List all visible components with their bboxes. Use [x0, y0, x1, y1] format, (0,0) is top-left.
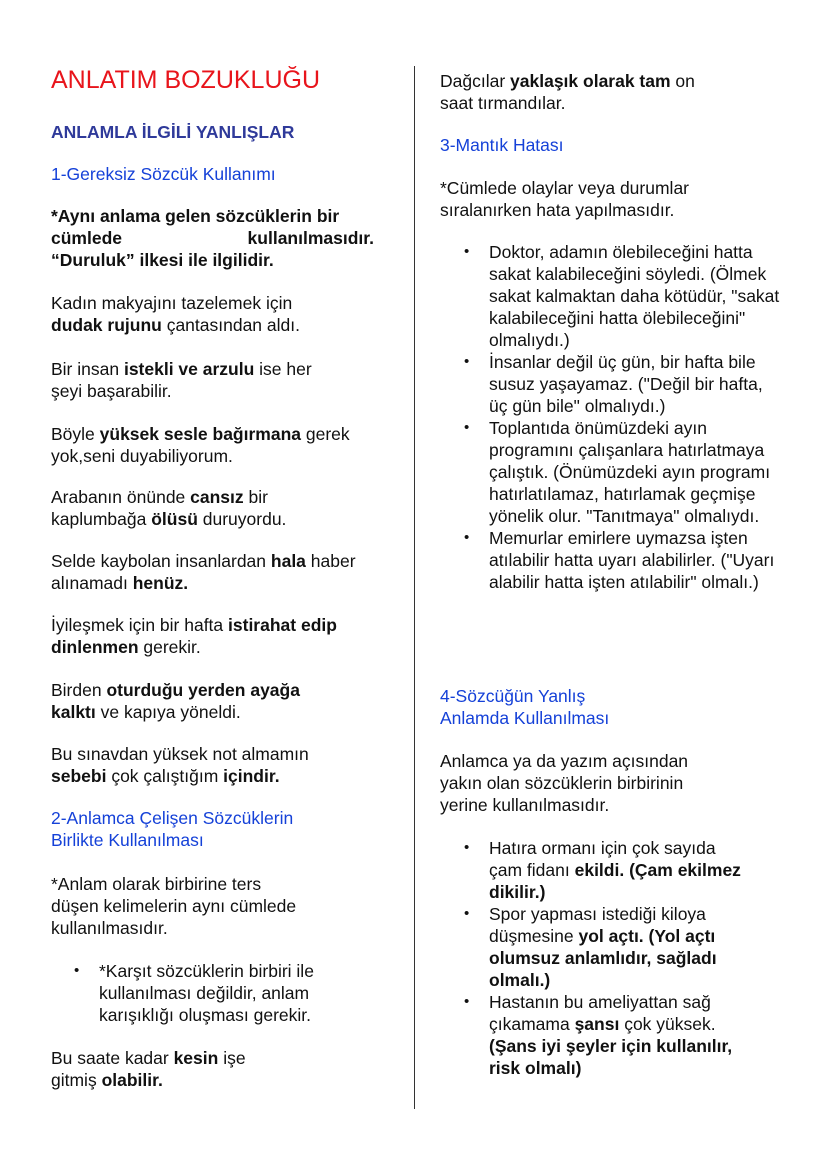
example-sentence [51, 550, 356, 594]
example-sentence [440, 70, 695, 114]
example-line [51, 1047, 246, 1069]
heading-line: Birlikte Kullanılması [51, 830, 204, 850]
definition-line: “Duruluk” ilkesi ile ilgilidir. [51, 250, 274, 270]
example-sentence [51, 358, 312, 402]
definition-mantik-hatasi [440, 177, 689, 221]
example-line [440, 70, 695, 92]
definition-word: kullanılmasıdır. [247, 228, 374, 248]
column-divider [414, 66, 415, 1109]
example-line [51, 679, 300, 701]
example-line [51, 636, 337, 658]
example-line [51, 314, 300, 336]
example-emphasis: sebebi [51, 766, 107, 786]
definition-line: kullanılmasıdır. [51, 918, 168, 938]
example-emphasis: istirahat edip [228, 615, 337, 635]
example-emphasis: oturduğu yerden ayağa [106, 680, 300, 700]
example-text: İyileşmek için bir hafta [51, 615, 229, 635]
definition-line: *Anlam olarak birbirine ters [51, 874, 262, 894]
example-text: ise her [254, 359, 312, 379]
example-text: Selde kaybolan insanlardan [51, 551, 271, 571]
example-sentence [51, 292, 300, 336]
example-line: Bu sınavdan yüksek not almamın [51, 744, 309, 764]
list-item: • Toplantıda önümüzdeki ayın programını çalışanlara hatırlatmaya çalıştık. (Önümüzdeki ayın programı hatırlatılamaz, hatırlamak geçmişe yönelik olur. "Tanıtmaya" olmalıydı. [440, 417, 780, 527]
example-sentence [51, 743, 309, 787]
example-line: saat tırmandılar. [440, 93, 566, 113]
example-emphasis: kesin [173, 1048, 219, 1068]
example-text: ve kapıya yöneldi. [95, 702, 241, 722]
page-title: ANLATIM BOZUKLUĞU [51, 66, 321, 94]
definition-line: *Aynı anlama gelen sözcüklerin bir [51, 206, 340, 226]
example-sentence [51, 423, 350, 467]
list-item: • *Karşıt sözcüklerin birbiri ile kullanılması değildir, anlam karışıklığı oluşması gerekir. [51, 960, 351, 1026]
definition-gereksiz-sozcuk [51, 205, 399, 271]
example-line: şeyi başarabilir. [51, 381, 172, 401]
example-emphasis: yaklaşık olarak tam [510, 71, 671, 91]
example-emphasis: dinlenmen [51, 637, 139, 657]
list-item [440, 991, 750, 1079]
definition-line: *Cümlede olaylar veya durumlar [440, 178, 689, 198]
example-emphasis: olabilir. [101, 1070, 163, 1090]
example-line [51, 1069, 246, 1091]
heading-line: Anlamda Kullanılması [440, 708, 610, 728]
heading-gereksiz-sozcuk: 1-Gereksiz Sözcük Kullanımı [51, 164, 276, 184]
list-emphasis: yol açtı. (Yol açtı olumsuz anlamlıdır, sağladı olmalı.) [489, 926, 717, 990]
example-line [51, 614, 337, 636]
example-text: on [670, 71, 695, 91]
example-text: Dağcılar [440, 71, 511, 91]
definition-line [51, 227, 374, 249]
example-line [51, 765, 309, 787]
heading-anlamca-celisen [51, 807, 293, 851]
definition-line: yerine kullanılmasıdır. [440, 795, 610, 815]
example-line: yok,seni duyabiliyorum. [51, 446, 233, 466]
list-text: Hastanın bu ameliyattan sağ çıkamama [489, 992, 711, 1034]
section-heading: ANLAMLA İLGİLİ YANLIŞLAR [51, 122, 295, 142]
example-text: Böyle [51, 424, 100, 444]
example-text: işe [218, 1048, 246, 1068]
bullet-list [440, 837, 750, 1079]
example-text: Birden [51, 680, 107, 700]
example-line [51, 358, 312, 380]
definition-word: cümlede [51, 228, 122, 248]
example-text: Bu saate kadar [51, 1048, 174, 1068]
list-text: Hatıra ormanı için çok sayıda çam fidanı [489, 838, 716, 880]
heading-line: 2-Anlamca Çelişen Sözcüklerin [51, 808, 294, 828]
example-line: Kadın makyajını tazelemek için [51, 293, 293, 313]
example-sentence [51, 614, 337, 658]
example-line [51, 423, 350, 445]
list-emphasis: ekildi. (Çam ekilmez dikilir.) [489, 860, 741, 902]
list-item: • Doktor, adamın ölebileceğini hatta sakat kalabileceğini söyledi. (Ölmek sakat kalmaktan daha kötüdür, "sakat kalabileceğini hatta ölebileceğini" olmalıydı.) [440, 241, 780, 351]
example-emphasis: kalktı [51, 702, 96, 722]
example-line [51, 572, 356, 594]
list-item: • İnsanlar değil üç gün, bir hafta bile susuz yaşayamaz. ("Değil bir hafta, üç gün bile" olmalıydı.) [440, 351, 780, 417]
example-text: çok çalıştığım [106, 766, 224, 786]
definition-line: düşen kelimelerin aynı cümlede [51, 896, 297, 916]
example-text: gerek [301, 424, 350, 444]
example-text: Bir insan [51, 359, 124, 379]
example-text: duruyordu. [197, 509, 287, 529]
example-text: bir [243, 487, 268, 507]
example-emphasis: istekli ve arzulu [123, 359, 255, 379]
example-text: alınamadı [51, 573, 133, 593]
example-text: gitmiş [51, 1070, 102, 1090]
example-emphasis: cansız [190, 487, 244, 507]
example-emphasis: içindir. [223, 766, 280, 786]
example-emphasis: ölüsü [151, 509, 198, 529]
example-sentence [51, 679, 300, 723]
example-emphasis: dudak rujunu [51, 315, 162, 335]
heading-mantik-hatasi: 3-Mantık Hatası [440, 135, 564, 155]
list-emphasis: (Şans iyi şeyler için kullanılır, risk olmalı) [489, 1036, 733, 1078]
example-emphasis: henüz. [132, 573, 189, 593]
example-sentence [51, 486, 286, 530]
example-line [51, 550, 356, 572]
example-sentence [51, 1047, 246, 1091]
example-emphasis: yüksek sesle bağırmana [99, 424, 302, 444]
definition-anlamca-celisen [51, 873, 296, 939]
example-emphasis: hala [270, 551, 306, 571]
list-item [440, 837, 750, 903]
example-text: Arabanın önünde [51, 487, 191, 507]
example-line [51, 701, 300, 723]
definition-line: yakın olan sözcüklerin birbirinin [440, 773, 684, 793]
heading-line: 4-Sözcüğün Yanlış [440, 686, 586, 706]
definition-line: Anlamca ya da yazım açısından [440, 751, 689, 771]
list-item: • Memurlar emirlere uymazsa işten atılabilir hatta uyarı alabilirler. ("Uyarı alabilir hatta işten atılabilir" olmalı.) [440, 527, 780, 593]
list-text: Spor yapması istediği kiloya düşmesine [489, 904, 706, 946]
definition-line: sıralanırken hata yapılmasıdır. [440, 200, 675, 220]
list-text: çok yüksek. [619, 1014, 716, 1034]
example-text: haber [305, 551, 356, 571]
bullet-list [51, 960, 351, 1026]
list-item [440, 903, 750, 991]
example-text: gerekir. [138, 637, 201, 657]
heading-sozcugun-yanlis [440, 685, 609, 729]
example-line [51, 486, 286, 508]
example-line [51, 508, 286, 530]
example-text: kaplumbağa [51, 509, 152, 529]
definition-sozcugun-yanlis [440, 750, 688, 816]
example-text: çantasından aldı. [161, 315, 300, 335]
bullet-list [440, 241, 780, 593]
list-emphasis: şansı [574, 1014, 620, 1034]
